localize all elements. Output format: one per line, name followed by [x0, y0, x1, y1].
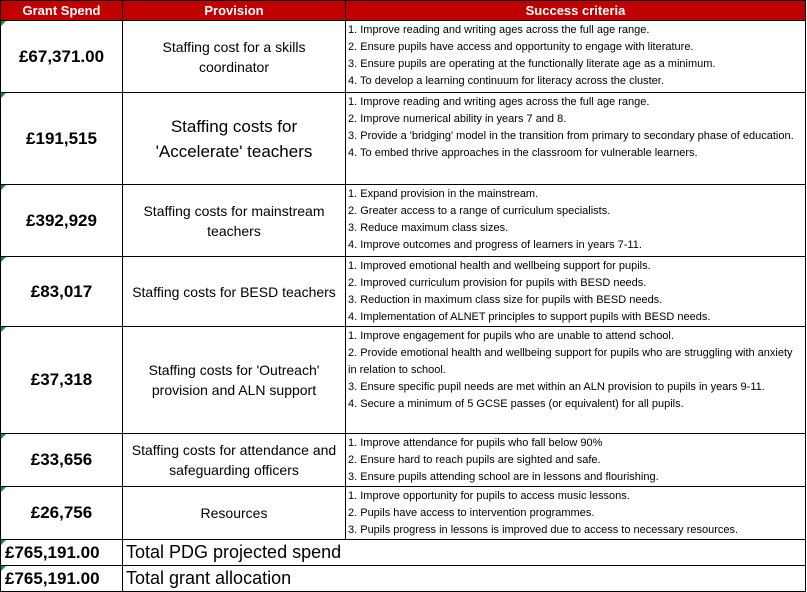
total-amount-cell[interactable]	[1, 540, 123, 566]
table-row	[1, 21, 806, 93]
criteria-item: 4. Improve outcomes and progress of learners in years 7-11.	[348, 239, 642, 251]
comment-marker-icon[interactable]	[1, 257, 6, 262]
total-amount-cell[interactable]	[1, 566, 123, 592]
header-grant-spend[interactable]: Grant Spend	[1, 1, 123, 21]
criteria-item: 3. Reduction in maximum class size for pupils with BESD needs.	[348, 294, 663, 306]
provision-cell[interactable]	[123, 257, 346, 327]
criteria-list	[348, 186, 803, 254]
spend-value: £191,515	[26, 128, 97, 148]
total-label: Total grant allocation	[126, 568, 292, 588]
comment-marker-icon[interactable]	[1, 540, 6, 545]
header-success-criteria[interactable]: Success criteria	[346, 1, 806, 21]
criteria-item: 3. Provide a 'bridging' model in the transition from primary to secondary phase of education.	[348, 130, 794, 142]
provision-text: Staffing costs for BESD teachers	[132, 283, 336, 300]
spend-cell[interactable]	[1, 434, 123, 487]
criteria-item: 1. Improve engagement for pupils who are unable to attend school.	[348, 330, 674, 342]
criteria-item: 4. To embed thrive approaches in the classroom for vulnerable learners.	[348, 147, 698, 159]
spend-cell[interactable]	[1, 327, 123, 434]
criteria-item: 4. To develop a learning continuum for literacy across the cluster.	[348, 75, 664, 87]
spend-value: £26,756	[30, 503, 93, 522]
criteria-item: 4. Implementation of ALNET principles to support pupils with BESD needs.	[348, 311, 711, 323]
provision-text: Staffing cost for a skills coordinator	[162, 38, 306, 75]
spend-value: £67,371.00	[18, 46, 105, 66]
criteria-item: 1. Improved emotional health and wellbeing support for pupils.	[348, 260, 651, 272]
criteria-list	[348, 94, 803, 162]
criteria-item: 3. Ensure pupils attending school are in lessons and flourishing.	[348, 471, 659, 483]
criteria-item: 2. Ensure pupils have access and opportunity to engage with literature.	[348, 41, 694, 53]
criteria-item: 1. Expand provision in the mainstream.	[348, 188, 539, 200]
header-row	[1, 1, 806, 21]
criteria-item: 2. Greater access to a range of curriculum specialists.	[348, 205, 611, 217]
spend-value: £37,318	[30, 370, 93, 389]
comment-marker-icon[interactable]	[1, 93, 6, 98]
criteria-item: 2. Improved curriculum provision for pupils with BESD needs.	[348, 277, 647, 289]
criteria-list	[348, 22, 803, 90]
comment-marker-icon[interactable]	[1, 185, 6, 190]
total-label: Total PDG projected spend	[126, 542, 342, 562]
provision-cell[interactable]	[123, 185, 346, 257]
table-row	[1, 434, 806, 487]
comment-marker-icon[interactable]	[1, 566, 6, 571]
header-provision[interactable]: Provision	[123, 1, 346, 21]
criteria-list	[348, 435, 803, 486]
comment-marker-icon[interactable]	[1, 487, 6, 492]
provision-cell[interactable]	[123, 487, 346, 540]
provision-cell[interactable]	[123, 434, 346, 487]
criteria-cell[interactable]	[346, 185, 806, 257]
criteria-cell[interactable]	[346, 487, 806, 540]
provision-text: Staffing costs for attendance and safeguarding officers	[131, 442, 337, 478]
total-label-cell[interactable]	[123, 566, 806, 592]
provision-text: Staffing costs for 'Outreach' provision and ALN support	[148, 362, 320, 398]
criteria-item: 1. Improve attendance for pupils who fall below 90%	[348, 437, 603, 449]
criteria-cell[interactable]	[346, 21, 806, 93]
spend-cell[interactable]	[1, 487, 123, 540]
criteria-item: 3. Ensure specific pupil needs are met within an ALN provision to pupils in years 9-11.	[348, 381, 765, 393]
provision-cell[interactable]	[123, 21, 346, 93]
table-row	[1, 93, 806, 185]
provision-cell[interactable]	[123, 327, 346, 434]
total-row	[1, 566, 806, 592]
table-row	[1, 185, 806, 257]
criteria-item: 3. Ensure pupils are operating at the functionally literate age as a minimum.	[348, 58, 716, 70]
criteria-cell[interactable]	[346, 257, 806, 327]
criteria-cell[interactable]	[346, 327, 806, 434]
criteria-item: 1. Improve reading and writing ages across the full age range.	[348, 24, 650, 36]
criteria-item: 2. Provide emotional health and wellbeing support for pupils who are struggling with anxiety in relation to school.	[348, 347, 793, 376]
spend-value: £33,656	[30, 450, 93, 469]
comment-marker-icon[interactable]	[1, 434, 6, 439]
criteria-item: 2. Improve numerical ability in years 7 and 8.	[348, 113, 567, 125]
criteria-cell[interactable]	[346, 434, 806, 487]
criteria-item: 3. Pupils progress in lessons is improved due to access to necessary resources.	[348, 524, 739, 536]
table-row	[1, 257, 806, 327]
spend-value: £392,929	[26, 210, 97, 230]
table-row	[1, 327, 806, 434]
criteria-list	[348, 258, 803, 326]
spend-cell[interactable]	[1, 93, 123, 185]
spend-cell[interactable]	[1, 185, 123, 257]
criteria-item: 2. Ensure hard to reach pupils are sighted and safe.	[348, 454, 601, 466]
criteria-cell[interactable]	[346, 93, 806, 185]
provision-text: Staffing costs for 'Accelerate' teachers	[155, 116, 313, 161]
total-amount: £765,191.00	[5, 568, 100, 588]
total-amount: £765,191.00	[5, 542, 100, 562]
criteria-list	[348, 328, 803, 413]
criteria-item: 1. Improve reading and writing ages across the full age range.	[348, 96, 650, 108]
criteria-list	[348, 488, 803, 539]
criteria-item: 1. Improve opportunity for pupils to access music lessons.	[348, 490, 630, 502]
criteria-item: 3. Reduce maximum class sizes.	[348, 222, 509, 234]
criteria-item: 4. Secure a minimum of 5 GCSE passes (or equivalent) for all pupils.	[348, 398, 684, 410]
provision-cell[interactable]	[123, 93, 346, 185]
total-label-cell[interactable]	[123, 540, 806, 566]
comment-marker-icon[interactable]	[1, 327, 6, 332]
total-row	[1, 540, 806, 566]
table-row	[1, 487, 806, 540]
spend-cell[interactable]	[1, 21, 123, 93]
provision-text: Resources	[200, 505, 268, 521]
provision-text: Staffing costs for mainstream teachers	[143, 202, 325, 239]
spend-cell[interactable]	[1, 257, 123, 327]
comment-marker-icon[interactable]	[1, 21, 6, 26]
spend-value: £83,017	[30, 281, 93, 301]
criteria-item: 2. Pupils have access to intervention programmes.	[348, 507, 595, 519]
